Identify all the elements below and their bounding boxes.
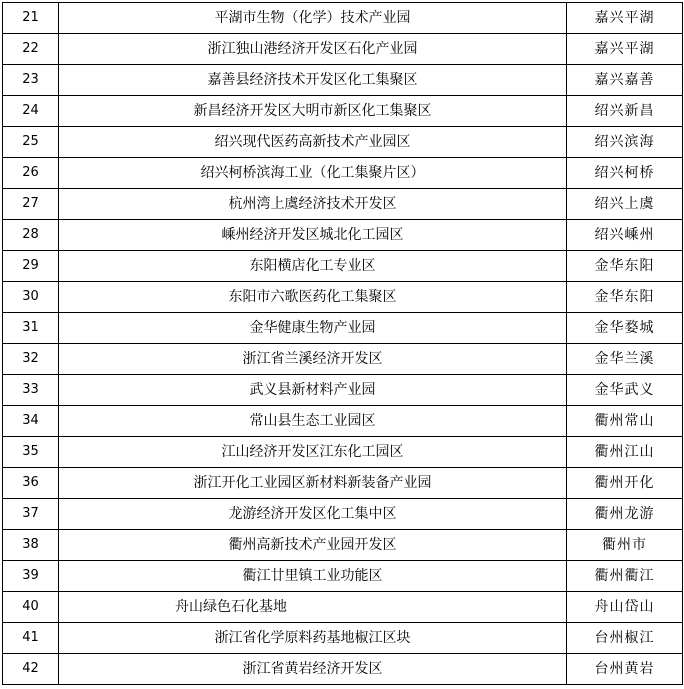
row-number: 42 [3,654,59,685]
area-name: 嘉兴平湖 [567,3,683,34]
table-row [3,406,683,437]
table-row [3,34,683,65]
park-name: 嘉善县经济技术开发区化工集聚区 [59,65,567,96]
row-number: 24 [3,96,59,127]
row-number: 31 [3,313,59,344]
row-number: 37 [3,499,59,530]
row-number: 22 [3,34,59,65]
row-number: 34 [3,406,59,437]
park-name: 杭州湾上虞经济技术开发区 [59,189,567,220]
table-row [3,437,683,468]
park-name: 浙江省兰溪经济开发区 [59,344,567,375]
park-name: 江山经济开发区江东化工园区 [59,437,567,468]
park-name: 常山县生态工业园区 [59,406,567,437]
table-row [3,220,683,251]
table-row [3,313,683,344]
park-name: 浙江独山港经济开发区石化产业园 [59,34,567,65]
row-number: 27 [3,189,59,220]
table-row [3,282,683,313]
row-number: 35 [3,437,59,468]
table-row [3,96,683,127]
area-name: 嘉兴嘉善 [567,65,683,96]
area-name: 金华东阳 [567,282,683,313]
row-number: 30 [3,282,59,313]
area-name: 舟山岱山 [567,592,683,623]
table-row [3,530,683,561]
row-number: 29 [3,251,59,282]
park-name: 嵊州经济开发区城北化工园区 [59,220,567,251]
area-name: 衢州开化 [567,468,683,499]
table-row [3,654,683,685]
area-name: 嘉兴平湖 [567,34,683,65]
area-name: 绍兴柯桥 [567,158,683,189]
row-number: 41 [3,623,59,654]
row-number: 23 [3,65,59,96]
row-number: 26 [3,158,59,189]
area-name: 衢州龙游 [567,499,683,530]
row-number: 25 [3,127,59,158]
park-name: 新昌经济开发区大明市新区化工集聚区 [59,96,567,127]
park-name: 浙江省黄岩经济开发区 [59,654,567,685]
park-name: 绍兴柯桥滨海工业（化工集聚片区） [59,158,567,189]
row-number: 40 [3,592,59,623]
table-row [3,468,683,499]
table-row [3,251,683,282]
area-name: 金华武义 [567,375,683,406]
park-name: 金华健康生物产业园 [59,313,567,344]
table-row [3,375,683,406]
area-name: 衢州江山 [567,437,683,468]
row-number: 38 [3,530,59,561]
table-row [3,592,683,623]
area-name: 绍兴上虞 [567,189,683,220]
park-name: 绍兴现代医药高新技术产业园区 [59,127,567,158]
table-row [3,623,683,654]
row-number: 39 [3,561,59,592]
row-number: 32 [3,344,59,375]
chemical-park-table [2,2,683,685]
table-row [3,3,683,34]
row-number: 33 [3,375,59,406]
table-body [3,3,683,685]
area-name: 绍兴嵊州 [567,220,683,251]
area-name: 绍兴滨海 [567,127,683,158]
area-name: 衢州市 [567,530,683,561]
park-name: 东阳横店化工专业区 [59,251,567,282]
table-row [3,127,683,158]
area-name: 台州椒江 [567,623,683,654]
park-name: 衢州高新技术产业园开发区 [59,530,567,561]
area-name: 金华东阳 [567,251,683,282]
table-row [3,344,683,375]
park-name: 武义县新材料产业园 [59,375,567,406]
table-row [3,189,683,220]
area-name: 金华兰溪 [567,344,683,375]
park-name: 龙游经济开发区化工集中区 [59,499,567,530]
park-name: 舟山绿色石化基地 [59,592,567,623]
area-name: 台州黄岩 [567,654,683,685]
table-row [3,499,683,530]
area-name: 衢州衢江 [567,561,683,592]
table-row [3,65,683,96]
park-name: 东阳市六歌医药化工集聚区 [59,282,567,313]
park-name: 平湖市生物（化学）技术产业园 [59,3,567,34]
row-number: 36 [3,468,59,499]
row-number: 28 [3,220,59,251]
table-row [3,561,683,592]
table-row [3,158,683,189]
area-name: 衢州常山 [567,406,683,437]
park-name: 衢江廿里镇工业功能区 [59,561,567,592]
area-name: 绍兴新昌 [567,96,683,127]
area-name: 金华婺城 [567,313,683,344]
park-name: 浙江省化学原料药基地椒江区块 [59,623,567,654]
park-name: 浙江开化工业园区新材料新装备产业园 [59,468,567,499]
row-number: 21 [3,3,59,34]
